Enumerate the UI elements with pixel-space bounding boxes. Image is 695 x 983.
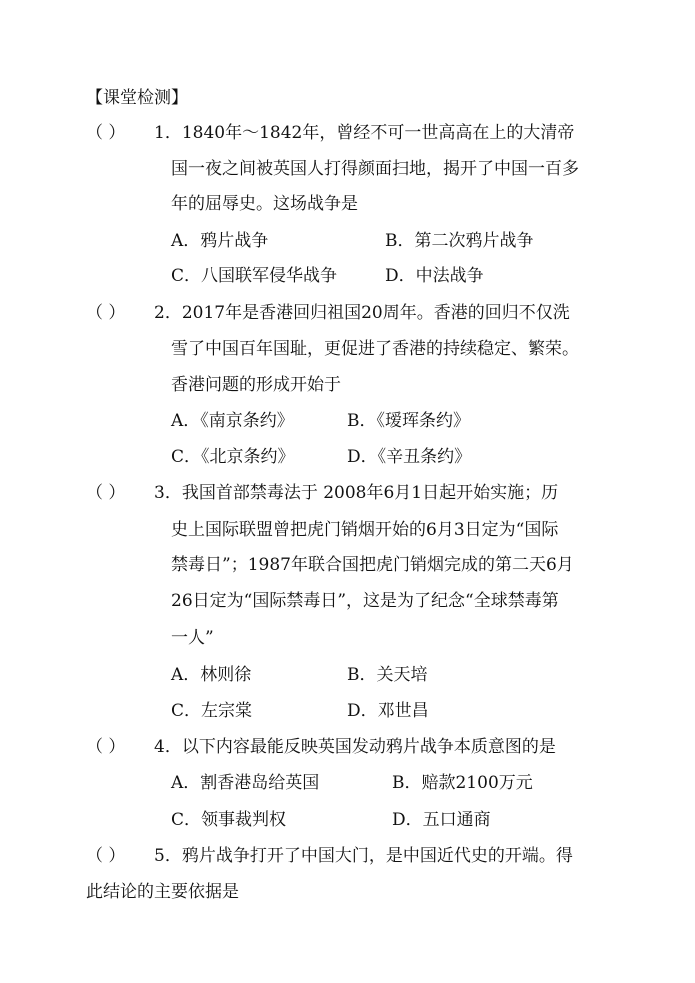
question-2-line-3: 香港问题的形成开始于 [171,375,341,395]
question-2-option-d: D．《辛丑条约》 [347,447,472,467]
question-1-option-c: C．八国联军侵华战争 [171,266,338,286]
question-2-option-c: C．《北京条约》 [171,447,295,467]
question-4-option-b: B．赔款2100万元 [392,773,533,793]
question-1-option-d: D．中法战争 [385,266,484,286]
question-4-option-d: D．五口通商 [392,810,491,830]
question-2-option-b: B．《瑷珲条约》 [347,411,470,431]
question-5-line-1: 5．鸦片战争打开了中国大门，是中国近代史的开端。得 [154,846,573,866]
answer-blank: （ ） [86,303,126,323]
question-1-line-1: 1．1840年～1842年，曾经不可一世高高在上的大清帝 [154,123,575,143]
question-1-option-a: A．鸦片战争 [171,231,269,251]
question-4-option-a: A．割香港岛给英国 [171,773,320,793]
question-2-line-2: 雪了中国百年国耻，更促进了香港的持续稳定、繁荣。 [171,339,579,359]
question-1-line-3: 年的屈辱史。这场战争是 [171,194,358,214]
question-2-line-1: 2．2017年是香港回归祖国20周年。香港的回归不仅洗 [154,303,570,323]
question-3-line-3: 禁毒日”；1987年联合国把虎门销烟完成的第二天6月 [171,555,574,575]
question-4-option-c: C．领事裁判权 [171,810,287,830]
question-1-line-2: 国一夜之间被英国人打得颜面扫地，揭开了中国一百多 [171,159,579,179]
question-5-line-2: 此结论的主要依据是 [86,882,239,902]
answer-blank: （ ） [86,737,126,757]
question-2-option-a: A．《南京条约》 [171,411,294,431]
question-4-line-1: 4．以下内容最能反映英国发动鸦片战争本质意图的是 [154,737,556,757]
question-3-option-d: D．邓世昌 [347,701,429,721]
answer-blank: （ ） [86,846,126,866]
question-3-option-c: C．左宗棠 [171,701,253,721]
question-3-line-4: 26日定为“国际禁毒日”，这是为了纪念“全球禁毒第 [171,591,559,611]
question-1-option-b: B．第二次鸦片战争 [385,231,534,251]
answer-blank: （ ） [86,123,126,143]
question-3-line-2: 史上国际联盟曾把虎门销烟开始的6月3日定为“国际 [171,520,559,540]
section-heading: 【课堂检测】 [86,88,188,108]
question-3-line-5: 一人” [171,628,214,648]
question-3-option-a: A．林则徐 [171,665,252,685]
answer-blank: （ ） [86,483,126,503]
question-3-line-1: 3．我国首部禁毒法于 2008年6月1日起开始实施；历 [154,483,559,503]
question-3-option-b: B．关天培 [347,665,428,685]
